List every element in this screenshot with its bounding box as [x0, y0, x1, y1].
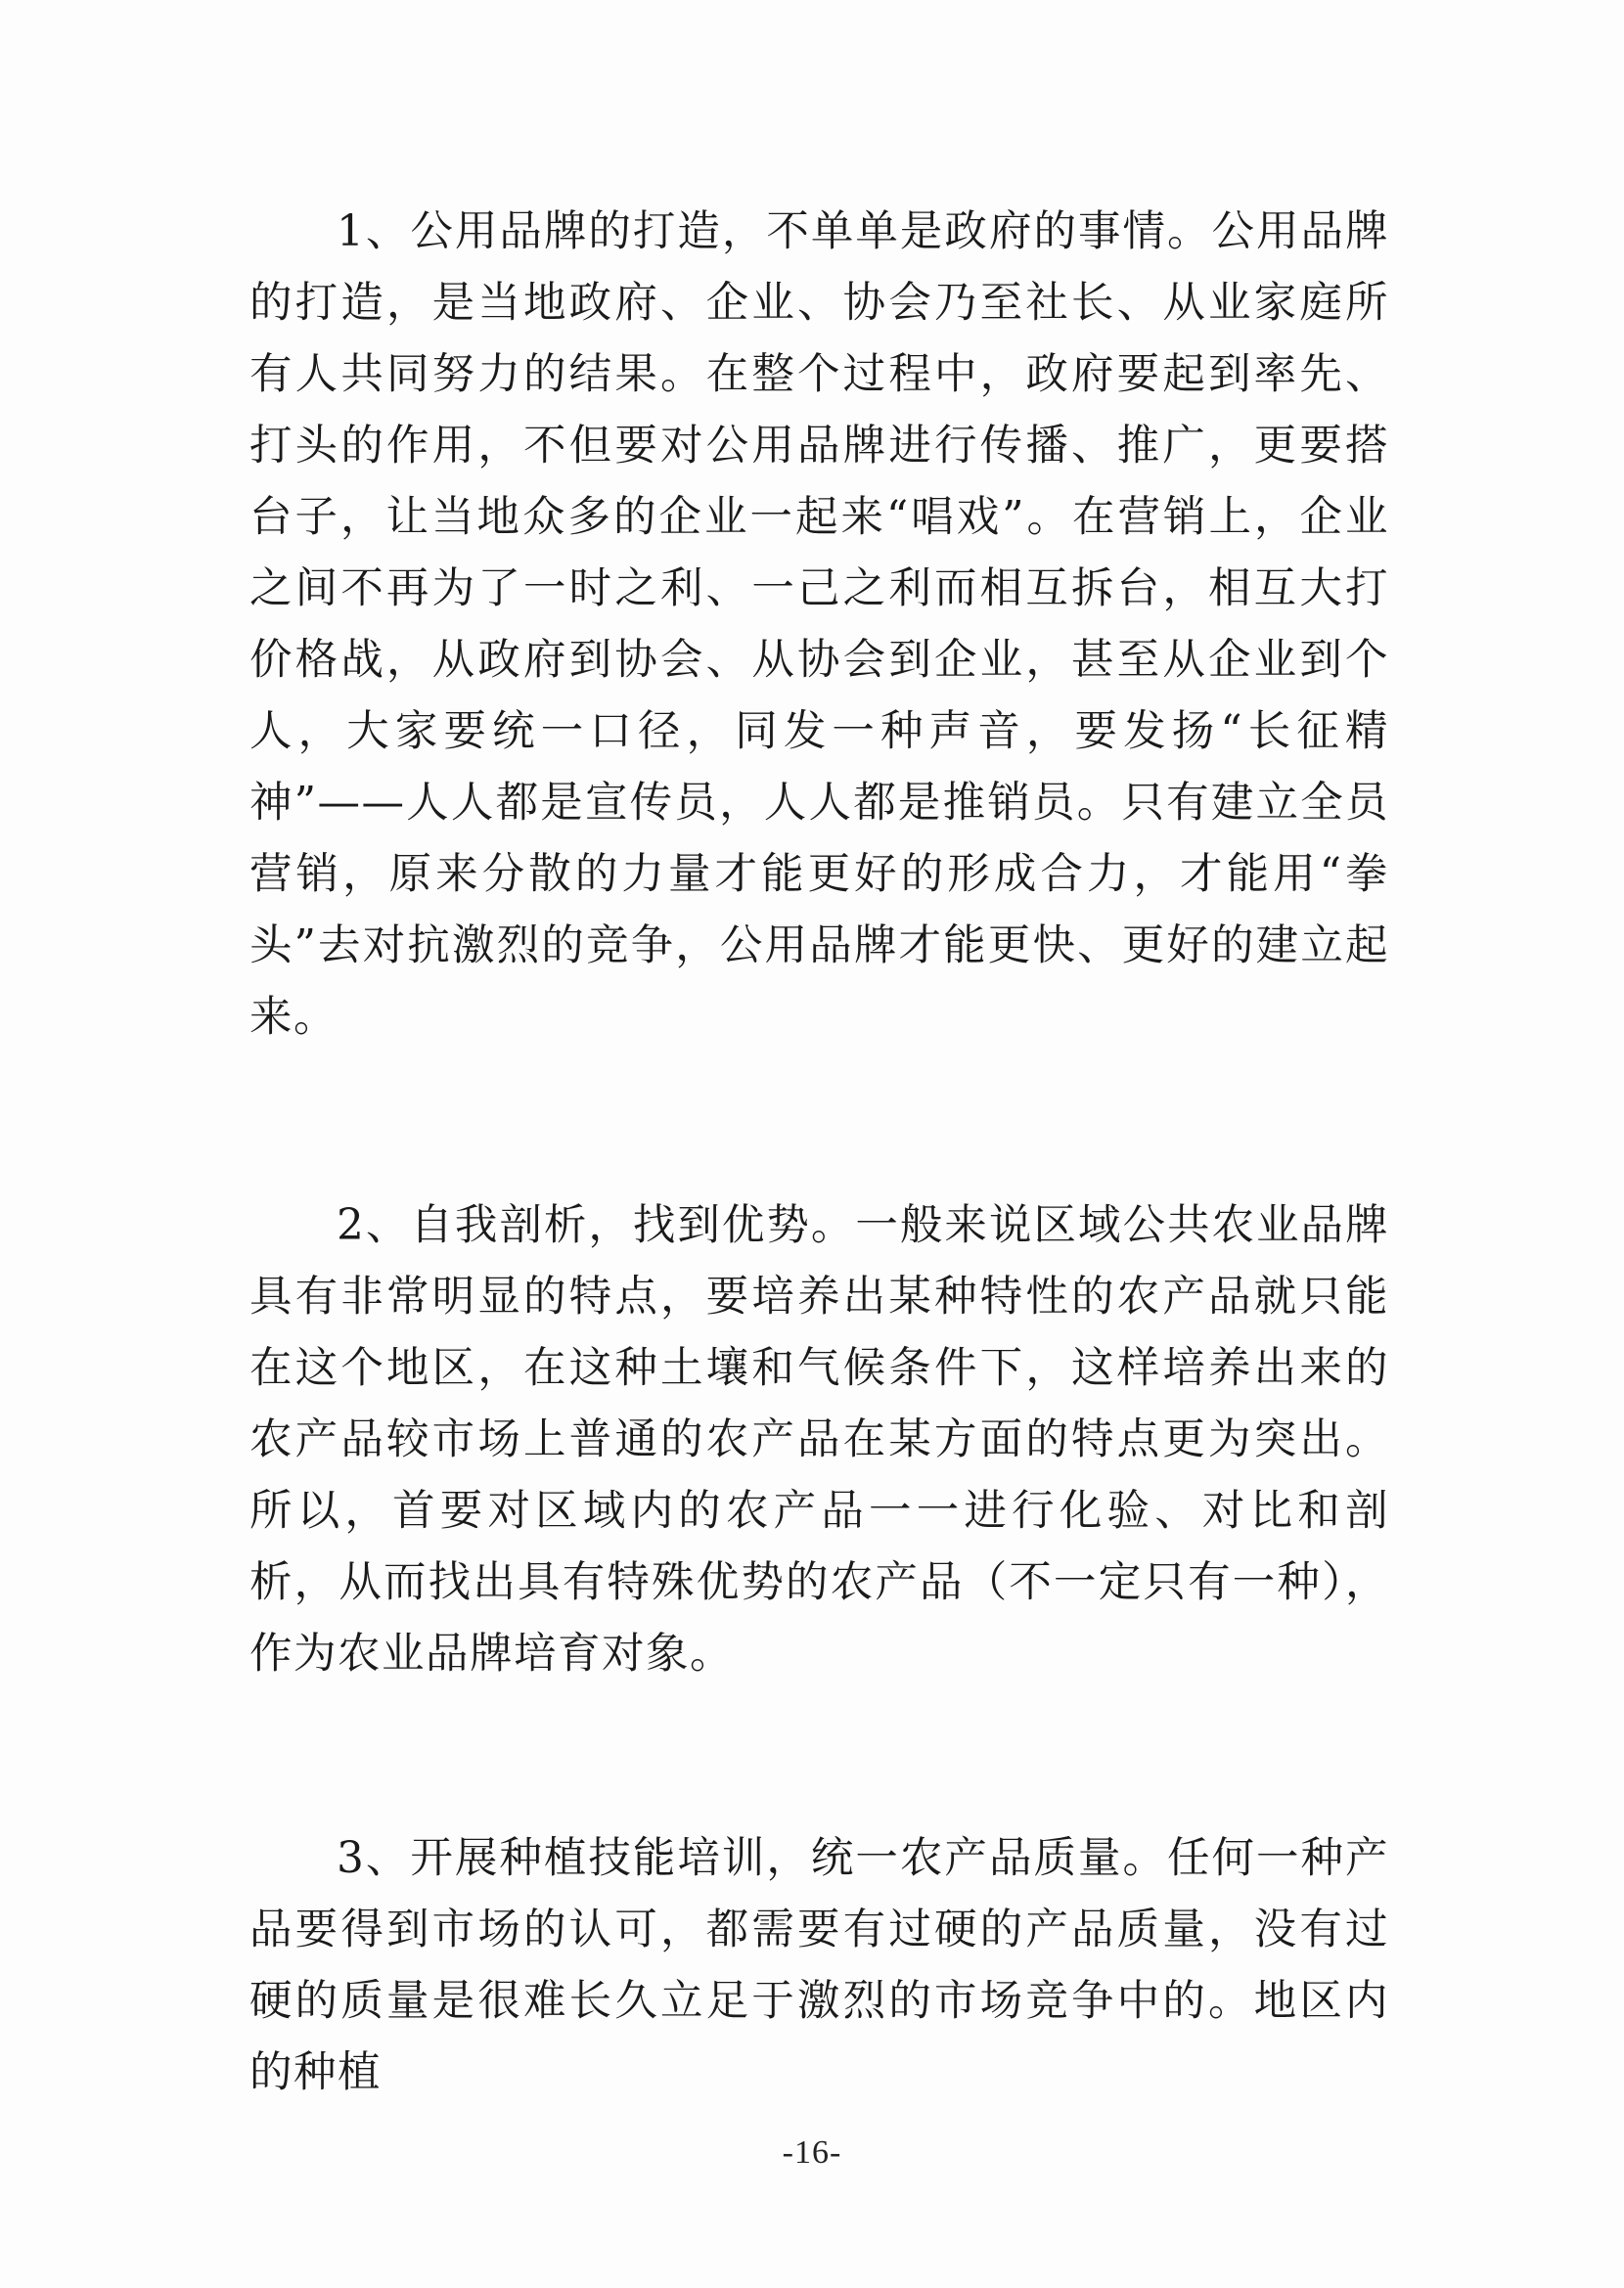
paragraph-public-brand	[249, 197, 1389, 1054]
paragraph-self-analysis	[249, 1190, 1389, 1690]
page-number: -16-	[782, 2134, 842, 2171]
paragraph-skills-training	[249, 1823, 1389, 2109]
paragraph-text: 3、开展种植技能培训，统一农产品质量。任何一种产品要得到市场的认可，都需要有过硬的产品质量，没有过硬的质量是很难长久立足于激烈的市场竞争中的。地区内的种植	[249, 1834, 1389, 2097]
paragraph-text: 2、自我剖析，找到优势。一般来说区域公共农业品牌具有非常明显的特点，要培养出某种特性的农产品就只能在这个地区，在这种土壤和气候条件下，这样培养出来的农产品较市场上普通的农产品在某方面的特点更为突出。所以，首要对区域内的农产品一一进行化验、对比和剖析，从而找出具有特殊优势的农产品（不一定只有一种），作为农业品牌培育对象。	[249, 1201, 1389, 1679]
paragraph-text: 1、公用品牌的打造，不单单是政府的事情。公用品牌的打造，是当地政府、企业、协会乃至社长、从业家庭所有人共同努力的结果。在整个过程中，政府要起到率先、打头的作用，不但要对公用品牌进行传播、推广，更要搭台子，让当地众多的企业一起来“唱戏”。在营销上，企业之间不再为了一时之利、一己之利而相互拆台，相互大打价格战，从政府到协会、从协会到企业，甚至从企业到个人，大家要统一口径，同发一种声音，要发扬“长征精神”——人人都是宣传员，人人都是推销员。只有建立全员营销，原来分散的力量才能更好的形成合力，才能用“拳头”去对抗激烈的竞争，公用品牌才能更快、更好的建立起来。	[249, 207, 1389, 1042]
